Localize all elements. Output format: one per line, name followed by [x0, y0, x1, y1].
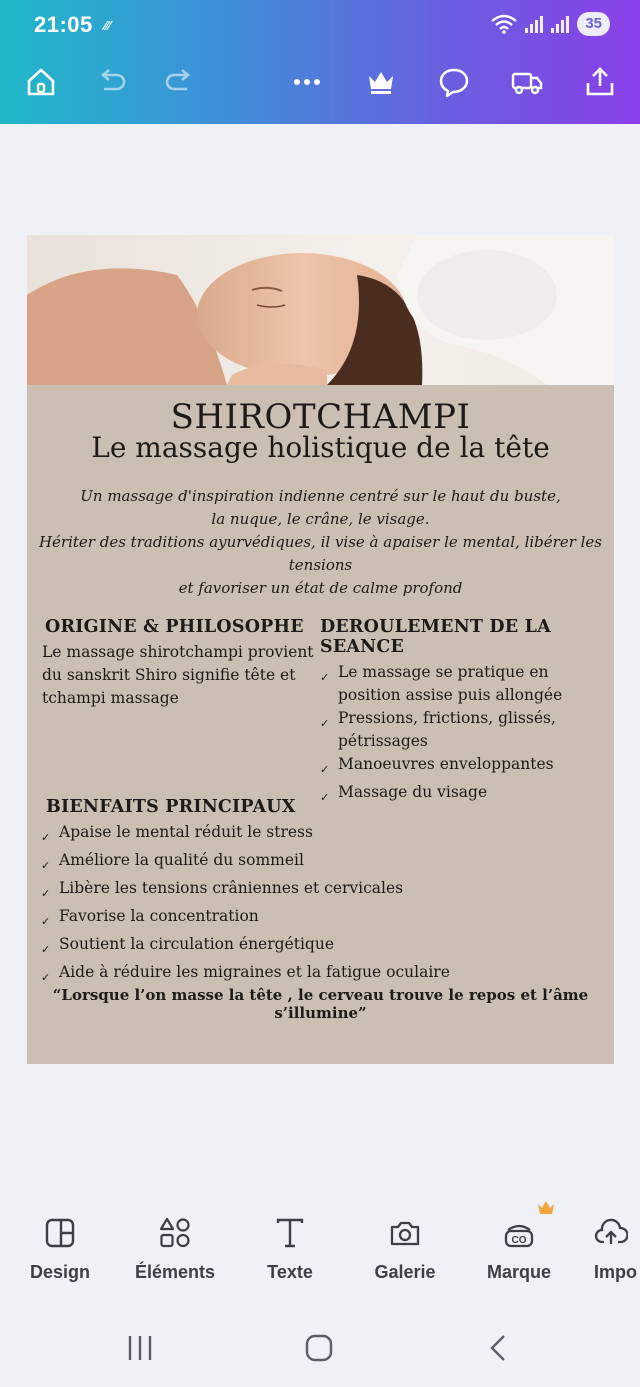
- recents-icon[interactable]: [110, 1328, 170, 1368]
- list-item: ✓ Manoeuvres enveloppantes: [320, 753, 610, 781]
- list-item: ✓ Soutient la circulation énergétique: [41, 933, 601, 961]
- tab-design[interactable]: [0, 1210, 120, 1283]
- tab-label: Impo: [594, 1262, 637, 1282]
- battery-indicator: 35: [577, 12, 610, 36]
- premium-crown-icon: [536, 1199, 556, 1222]
- delivery-icon[interactable]: [505, 60, 549, 104]
- benefits-section[interactable]: [41, 797, 601, 989]
- home-icon[interactable]: [19, 60, 63, 104]
- design-intro[interactable]: [27, 485, 614, 600]
- system-nav-bar: [0, 1310, 640, 1387]
- intro-line: Un massage d'inspiration indienne centré sur le haut du buste,: [80, 487, 561, 505]
- design-quote[interactable]: “Lorsque l’on masse la tête , le cerveau trouve le repos et l’âme s’illumine”: [52, 986, 589, 1022]
- camera-icon: [345, 1210, 465, 1256]
- elements-icon: [115, 1210, 235, 1256]
- tab-label: Design: [29, 1262, 90, 1282]
- more-icon[interactable]: [285, 60, 329, 104]
- status-bar: [0, 0, 640, 52]
- list-item: ✓ Pressions, frictions, glissés, pétrissages: [320, 707, 610, 753]
- status-indicator: ⁄⁄⁄: [104, 18, 111, 33]
- check-icon: ✓: [41, 887, 51, 900]
- design-page[interactable]: [27, 235, 614, 1064]
- check-icon: ✓: [41, 831, 51, 844]
- check-icon: ✓: [41, 943, 51, 956]
- tab-text[interactable]: [230, 1210, 350, 1283]
- import-icon: [594, 1210, 640, 1256]
- session-section[interactable]: [320, 617, 610, 809]
- share-icon[interactable]: [578, 60, 622, 104]
- list-item: ✓ Favorise la concentration: [41, 905, 601, 933]
- list-item: ✓ Libère les tensions crâniennes et cervicales: [41, 877, 601, 905]
- signal-icon: [525, 15, 543, 33]
- undo-icon[interactable]: [90, 60, 134, 104]
- tab-label: Texte: [267, 1262, 313, 1282]
- crown-icon[interactable]: [359, 60, 403, 104]
- massage-photo[interactable]: [27, 235, 614, 385]
- status-icons: [491, 12, 610, 36]
- tab-label: Marque: [486, 1262, 551, 1282]
- tab-gallery[interactable]: [345, 1210, 465, 1283]
- design-title[interactable]: SHIROTCHAMPI: [170, 397, 471, 437]
- benefits-heading: BIENFAITS PRINCIPAUX: [46, 797, 296, 817]
- check-icon: ✓: [320, 717, 330, 730]
- tab-elements[interactable]: [115, 1210, 235, 1283]
- editor-toolbar: [0, 60, 640, 108]
- design-subtitle[interactable]: Le massage holistique de la tête: [91, 431, 550, 464]
- tab-label: Éléments: [134, 1262, 216, 1282]
- text-icon: [230, 1210, 350, 1256]
- status-time: 21:05: [34, 12, 93, 37]
- tab-label: Galerie: [374, 1262, 436, 1282]
- check-icon: ✓: [320, 791, 330, 804]
- check-icon: ✓: [41, 915, 51, 928]
- comment-icon[interactable]: [432, 60, 476, 104]
- home-nav-icon[interactable]: [289, 1328, 349, 1368]
- design-icon: [0, 1210, 120, 1256]
- list-item: ✓ Aide à réduire les migraines et la fatigue oculaire: [41, 961, 601, 989]
- list-item: ✓ Massage du visage: [320, 781, 610, 809]
- origin-section[interactable]: [42, 617, 317, 710]
- check-icon: ✓: [41, 971, 51, 984]
- check-icon: ✓: [320, 763, 330, 776]
- check-icon: ✓: [320, 671, 330, 684]
- intro-line: la nuque, le crâne, le visage.: [211, 510, 430, 528]
- signal-2-icon: [551, 15, 569, 33]
- intro-line: Hériter des traditions ayurvédiques, il vise à apaiser le mental, libérer les tensions: [38, 533, 603, 574]
- top-bar: [0, 0, 640, 124]
- wifi-icon: [491, 14, 517, 34]
- tab-import[interactable]: [574, 1210, 640, 1283]
- list-item: ✓ Améliore la qualité du sommeil: [41, 849, 601, 877]
- back-icon[interactable]: [468, 1328, 528, 1368]
- origin-heading: ORIGINE & PHILOSOPHE: [45, 617, 304, 637]
- session-heading: DEROULEMENT DE LA SEANCE: [320, 617, 551, 657]
- origin-line: du sanskrit Shiro signifie tête et: [42, 666, 296, 684]
- svg-text:CO: CO: [511, 1235, 527, 1246]
- list-item: ✓ Apaise le mental réduit le stress: [41, 821, 601, 849]
- brand-icon: [459, 1210, 579, 1256]
- tab-brand[interactable]: [459, 1210, 579, 1283]
- redo-icon[interactable]: [157, 60, 201, 104]
- check-icon: ✓: [41, 859, 51, 872]
- origin-line: tchampi massage: [42, 689, 179, 707]
- intro-line: et favoriser un état de calme profond: [178, 579, 463, 597]
- list-item: ✓ Le massage se pratique en position assise puis allongée: [320, 661, 610, 707]
- origin-line: Le massage shirotchampi provient: [42, 643, 314, 661]
